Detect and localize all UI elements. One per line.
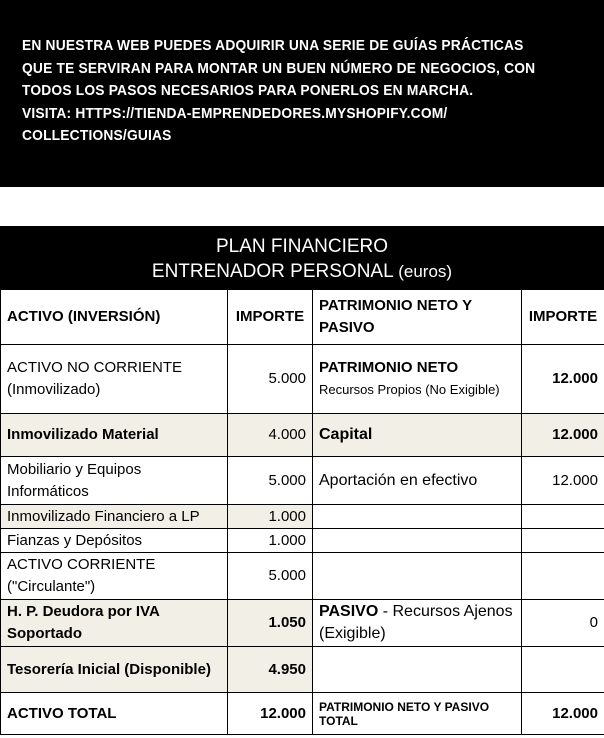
currency-unit: (euros) [398,262,453,281]
promo-line: QUE TE SERVIRAN PARA MONTAR UN BUEN NÚMERO DE NEGOCIOS, CON [22,59,536,77]
patrimonio-neto-value: 12.000 [522,345,604,414]
table-title-line1: PLAN FINANCIERO [215,236,389,257]
inmovilizado-material-value: 4.000 [228,414,313,457]
empty-cell [522,647,604,693]
inmovilizado-financiero-value: 1.000 [228,505,313,529]
table-row [1,345,604,414]
pasivo-label [313,600,522,647]
promo-line: VISITA: HTTPS://TIENDA-EMPRENDEDORES.MYSHOPIFY.COM/ [22,104,448,122]
empty-cell [313,529,522,553]
table-row [1,553,604,600]
patrimonio-neto-title: PATRIMONIO NETO [319,359,459,376]
promo-line: COLLECTIONS/GUIAS [22,127,172,144]
empty-cell [313,505,522,529]
activo-no-corriente-value: 5.000 [228,345,313,414]
table-header-row [1,290,604,345]
table-row [1,600,604,647]
mobiliario-label: Mobiliario y Equipos Informáticos [1,457,228,505]
business-name: ENTRENADOR PERSONAL [151,261,393,282]
table-row [1,647,604,693]
pasivo-title: PASIVO [319,603,379,620]
table-row [1,693,604,735]
empty-cell [522,529,604,553]
financial-plan-table [0,289,604,735]
table-row [1,414,604,457]
patrimonio-neto-subtitle: Recursos Propios (No Exigible) [319,382,500,397]
table-row [1,505,604,529]
table-title-line2 [0,261,604,283]
promo-text [22,35,542,148]
promo-line: TODOS LOS PASOS NECESARIOS PARA PONERLOS EN MARCHA. [22,82,474,99]
empty-cell [522,505,604,529]
tesoreria-label: Tesorería Inicial (Disponible) [1,647,228,693]
table-row [1,529,604,553]
activo-total-label: ACTIVO TOTAL [1,693,228,735]
pasivo-total-label: PATRIMONIO NETO Y PASIVO TOTAL [313,693,522,735]
table-title [0,226,604,289]
tesoreria-value: 4.950 [228,647,313,693]
activo-total-value: 12.000 [228,693,313,735]
promo-line: EN NUESTRA WEB PUEDES ADQUIRIR UNA SERIE DE GUÍAS PRÁCTICAS [22,37,524,54]
empty-cell [313,553,522,600]
aportacion-label: Aportación en efectivo [313,457,522,505]
activo-corriente-value: 5.000 [228,553,313,600]
activo-corriente-label: ACTIVO CORRIENTE ("Circulante") [1,553,228,600]
fianzas-label: Fianzas y Depósitos [1,529,228,553]
pasivo-total-value: 12.000 [522,693,604,735]
activo-no-corriente-label [1,345,228,414]
table-row [1,457,604,505]
capital-value: 12.000 [522,414,604,457]
promo-banner [0,0,604,187]
header-pasivo: PATRIMONIO NETO Y PASIVO [313,290,522,345]
header-importe-right: IMPORTE [522,290,604,345]
label-line: (Inmovilizado) [7,381,101,398]
header-importe-left: IMPORTE [228,290,313,345]
capital-label: Capital [313,414,522,457]
empty-cell [313,647,522,693]
pasivo-value: 0 [522,600,604,647]
iva-soportado-value: 1.050 [228,600,313,647]
mobiliario-value: 5.000 [228,457,313,505]
inmovilizado-material-label: Inmovilizado Material [1,414,228,457]
pasivo-subtitle: - Recursos Ajenos (Exigible) [319,603,513,642]
iva-soportado-label: H. P. Deudora por IVA Soportado [1,600,228,647]
label-line: ACTIVO NO CORRIENTE [7,359,183,376]
aportacion-value: 12.000 [522,457,604,505]
header-activo: ACTIVO (INVERSIÓN) [1,290,228,345]
inmovilizado-financiero-label: Inmovilizado Financiero a LP [1,505,228,529]
empty-cell [522,553,604,600]
patrimonio-neto-label [313,345,522,414]
fianzas-value: 1.000 [228,529,313,553]
